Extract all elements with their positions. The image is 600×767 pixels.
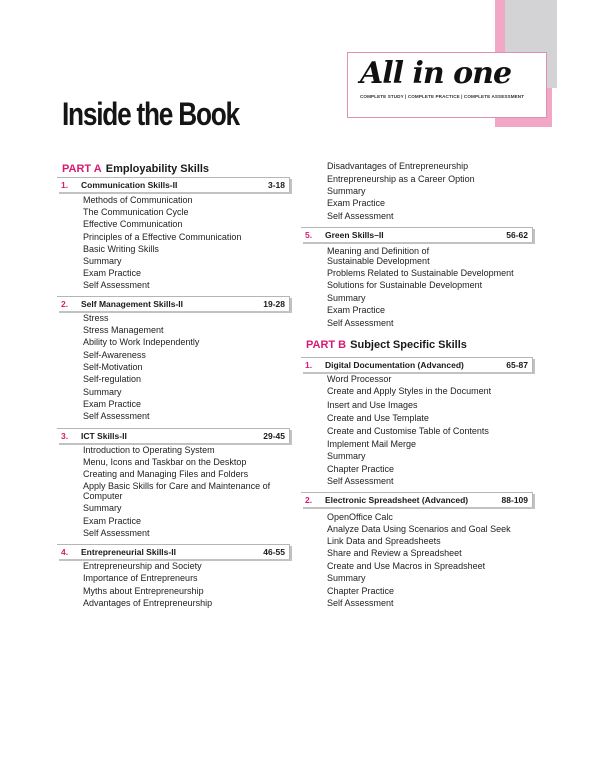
- chapter-pages: 56-62: [506, 230, 528, 240]
- chapter-number: 5.: [305, 230, 313, 240]
- topic-item: Ability to Work Independently: [83, 337, 200, 347]
- topic-item: Self Assessment: [327, 211, 394, 221]
- chapter-header[interactable]: [57, 296, 290, 311]
- chapter-header[interactable]: [57, 544, 290, 559]
- logo-wordmark: All in one: [360, 56, 512, 91]
- topic-item: Summary: [83, 503, 122, 513]
- topic-item: Exam Practice: [83, 399, 142, 409]
- topic-item: Basic Writing Skills: [83, 244, 159, 254]
- page-title: Inside the Book: [62, 96, 239, 132]
- part-a-heading: [62, 163, 209, 175]
- topic-item: Share and Review a Spreadsheet: [327, 548, 462, 558]
- chapter-header[interactable]: [57, 428, 290, 443]
- topic-item: Self-Motivation: [83, 362, 143, 372]
- chapter-pages: 46-55: [263, 547, 285, 557]
- topic-item: Chapter Practice: [327, 586, 395, 596]
- topic-item: Principles of a Effective Communication: [83, 232, 242, 242]
- chapter-pages: 88-109: [501, 495, 528, 505]
- part-b-label: PART B: [306, 339, 347, 351]
- chapter-pages: 19-28: [263, 299, 285, 309]
- chapter-pages: 3-18: [267, 180, 285, 190]
- chapter-title: Digital Documentation (Advanced): [325, 360, 464, 370]
- topic-item: Solutions for Sustainable Development: [327, 280, 483, 290]
- topic-item: Self Assessment: [83, 528, 150, 538]
- topic-item: Word Processor: [327, 374, 392, 384]
- chapter-number: 4.: [61, 547, 69, 557]
- chapter-title: Self Management Skills-II: [81, 299, 184, 309]
- topic-item: Create and Use Template: [327, 413, 429, 423]
- topic-item: Problems Related to Sustainable Development: [327, 268, 514, 278]
- topic-item: Summary: [83, 387, 122, 397]
- topic-item: Exam Practice: [327, 198, 386, 208]
- chapter-title: Electronic Spreadsheet (Advanced): [325, 495, 469, 505]
- topic-item: Self-Awareness: [83, 350, 146, 360]
- part-b-heading: [306, 339, 467, 351]
- topic-item: Methods of Communication: [83, 195, 193, 205]
- chapter-number: 3.: [61, 431, 69, 441]
- chapter-header[interactable]: [301, 492, 533, 507]
- chapter-number: 2.: [61, 299, 69, 309]
- topic-item: Self Assessment: [327, 598, 394, 608]
- part-a-title: Employability Skills: [105, 163, 210, 175]
- topic-item: Exam Practice: [327, 305, 386, 315]
- chapter-pages: 29-45: [263, 431, 285, 441]
- topic-item: Self Assessment: [327, 476, 394, 486]
- topic-item: Summary: [327, 451, 366, 461]
- topic-item: Importance of Entrepreneurs: [83, 573, 198, 583]
- chapter-title: ICT Skills-II: [81, 431, 127, 441]
- topic-item: OpenOffice Calc: [327, 512, 393, 522]
- part-b-title: Subject Specific Skills: [350, 339, 467, 351]
- topic-item: Self Assessment: [83, 280, 150, 290]
- chapter-title: Green Skills–II: [325, 230, 384, 240]
- topic-item: Exam Practice: [83, 516, 142, 526]
- topic-item: Computer: [83, 491, 123, 501]
- topic-item: Summary: [327, 186, 366, 196]
- chapter-number: 1.: [61, 180, 69, 190]
- topic-item: Link Data and Spreadsheets: [327, 536, 441, 546]
- topic-item: Self Assessment: [327, 318, 394, 328]
- topic-item: Create and Use Macros in Spreadsheet: [327, 561, 486, 571]
- logo-tagline: COMPLETE STUDY | COMPLETE PRACTICE | COMPLETE ASSESSMENT: [360, 94, 525, 99]
- topic-item: Menu, Icons and Taskbar on the Desktop: [83, 457, 247, 467]
- topic-item: The Communication Cycle: [83, 207, 189, 217]
- topic-item: Myths about Entrepreneurship: [83, 586, 204, 596]
- topic-item: Entrepreneurship and Society: [83, 561, 202, 571]
- topic-item: Stress: [83, 313, 109, 323]
- chapter-header[interactable]: [57, 177, 290, 192]
- topic-item: Effective Communication: [83, 219, 183, 229]
- topic-item: Summary: [83, 256, 122, 266]
- topic-item: Summary: [327, 293, 366, 303]
- topic-item: Stress Management: [83, 325, 164, 335]
- topic-item: Create and Customise Table of Contents: [327, 426, 489, 436]
- topic-item: Advantages of Entrepreneurship: [83, 598, 213, 608]
- chapter-title: Entrepreneurial Skills-II: [81, 547, 176, 557]
- chapter-header[interactable]: [301, 227, 533, 242]
- topic-item: Meaning and Definition of: [327, 246, 430, 256]
- chapter-pages: 65-87: [506, 360, 528, 370]
- chapter-title: Communication Skills-II: [81, 180, 178, 190]
- topic-item: Apply Basic Skills for Care and Maintenance of: [83, 481, 271, 491]
- topic-item: Self Assessment: [83, 411, 150, 421]
- brand-logo: [347, 52, 547, 118]
- topic-item: Exam Practice: [83, 268, 142, 278]
- topic-item: Implement Mail Merge: [327, 439, 417, 449]
- chapter-header[interactable]: [301, 357, 533, 372]
- topic-item: Insert and Use Images: [327, 400, 418, 410]
- part-a-label: PART A: [62, 163, 102, 175]
- topic-item: Creating and Managing Files and Folders: [83, 469, 249, 479]
- topic-item: Create and Apply Styles in the Document: [327, 386, 492, 396]
- topic-item: Entrepreneurship as a Career Option: [327, 174, 475, 184]
- topic-item: Self-regulation: [83, 374, 142, 384]
- topic-item: Chapter Practice: [327, 464, 395, 474]
- chapter-number: 1.: [305, 360, 313, 370]
- topic-item: Disadvantages of Entrepreneurship: [327, 161, 469, 171]
- topic-item: Analyze Data Using Scenarios and Goal Seek: [327, 524, 511, 534]
- topic-item: Sustainable Development: [327, 256, 430, 266]
- topic-item: Introduction to Operating System: [83, 445, 215, 455]
- chapter-number: 2.: [305, 495, 313, 505]
- topic-item: Summary: [327, 573, 366, 583]
